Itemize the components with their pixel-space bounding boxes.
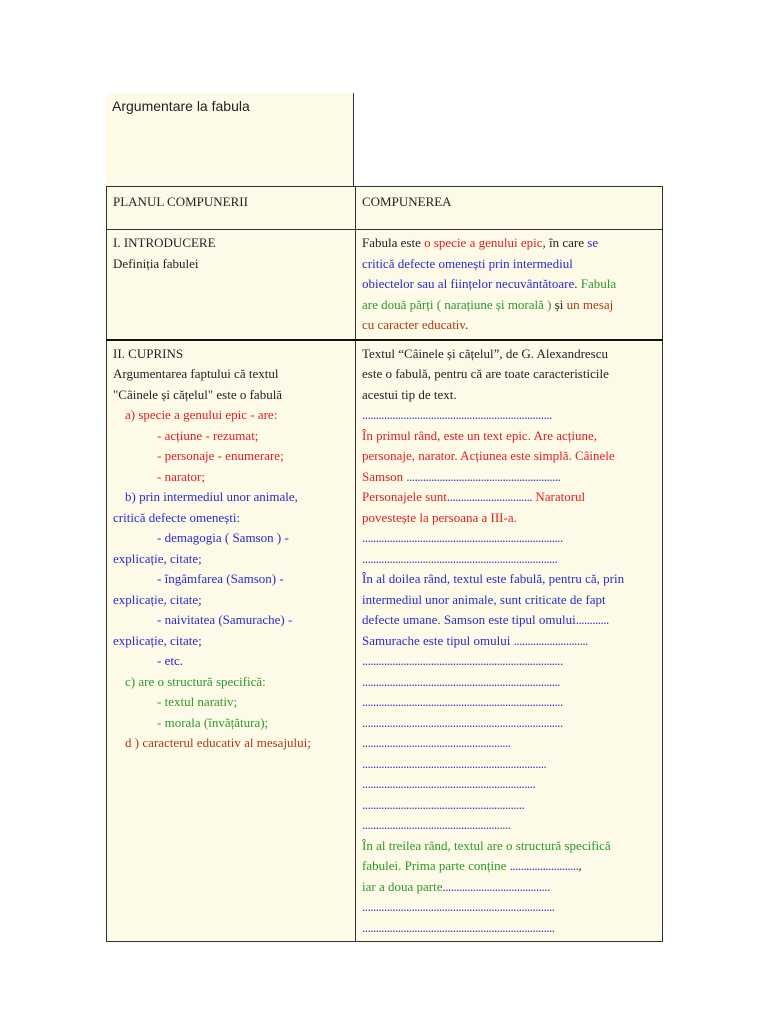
intro-compunere-line [362, 254, 656, 275]
header-plan: PLANUL COMPUNERII [107, 187, 356, 230]
text-segment: a) specie a genului epic - are: [125, 407, 278, 422]
text-segment: explicație, citate; [113, 591, 202, 607]
text-segment: - personaje - enumerare; [157, 448, 284, 463]
intro-plan-cell [107, 230, 356, 340]
cuprins-row [107, 340, 663, 942]
intro-compunere-line [362, 274, 656, 295]
fill-in-dots: ...................................................... [362, 735, 511, 750]
text-segment: se [587, 235, 599, 250]
cuprins-plan-line [113, 467, 349, 488]
title-cell [106, 93, 354, 186]
text-segment: . [465, 317, 469, 332]
cuprins-plan-line [113, 508, 349, 529]
cuprins-compunere-line [362, 795, 656, 816]
text-segment: - naivitatea (Samurache) - [157, 612, 293, 627]
text-segment: explicație, citate; [113, 550, 202, 566]
text-segment: o specie a genului epic [424, 235, 543, 250]
text-segment: obiectelor sau al ființelor necuvântătoare [362, 276, 575, 291]
cuprins-compunere-line [362, 631, 656, 652]
text-segment: "Câinele și cățelul" este o fabulă [113, 386, 283, 402]
cuprins-compunere-line [362, 713, 656, 734]
cuprins-compunere-line [362, 877, 656, 898]
text-segment: cu caracter educativ [362, 317, 466, 332]
text-segment: În al treilea rând, textul are o structură specifică [362, 837, 611, 853]
cuprins-compunere-line [362, 344, 656, 365]
text-segment: povestește la persoana a III-a. [362, 509, 517, 525]
cuprins-compunere-line [362, 651, 656, 672]
text-segment: iar a doua parte [362, 878, 443, 894]
fill-in-dots: ............ [575, 612, 609, 627]
text-segment: are două părți ( narațiune și morală ) [362, 296, 552, 312]
text-segment: - demagogia ( Samson ) - [157, 530, 289, 545]
text-segment: - textul narativ; [157, 694, 238, 709]
text-segment: c) are o structură specifică: [125, 673, 266, 689]
cuprins-plan-line [113, 569, 349, 590]
cuprins-plan-line [113, 672, 349, 693]
intro-compunere-cell [356, 230, 663, 340]
text-segment: Personajele sunt [362, 489, 447, 504]
cuprins-plan-line [113, 487, 349, 508]
cuprins-plan-cell [107, 340, 356, 942]
text-segment: - îngâmfarea (Samson) - [157, 571, 284, 586]
text-segment: Samurache este tipul omului [362, 632, 514, 648]
text-segment: , [578, 858, 582, 873]
text-segment: explicație, citate; [113, 632, 202, 648]
text-segment: . [574, 276, 581, 291]
cuprins-compunere-line [362, 774, 656, 795]
text-segment: Fabula [580, 276, 617, 291]
text-segment: - narator; [157, 468, 206, 484]
cuprins-compunere-line [362, 569, 656, 590]
intro-row [107, 230, 663, 340]
fill-in-dots: ....................................... [442, 878, 550, 894]
text-segment: - etc. [157, 653, 183, 668]
intro-plan-line: Definiția fabulei [113, 255, 199, 271]
intro-compunere-line [362, 233, 656, 254]
cuprins-plan-line [113, 446, 349, 467]
text-segment: Argumentarea faptului că textul [113, 366, 279, 381]
cuprins-compunere-line [362, 590, 656, 611]
intro-compunere-line [362, 315, 656, 336]
cuprins-compunere-line [362, 836, 656, 857]
intro-plan-line: I. INTRODUCERE [113, 235, 216, 250]
composition-table [106, 186, 663, 942]
document-title: Argumentare la fabula [112, 98, 250, 114]
header-compunere: COMPUNEREA [356, 187, 663, 230]
cuprins-plan-line [113, 364, 349, 385]
cuprins-compunere-line [362, 426, 656, 447]
cuprins-compunere-line [362, 754, 656, 775]
fill-in-dots: ....................................................................... [362, 550, 558, 566]
cuprins-plan-line [113, 713, 349, 734]
cuprins-plan-line [113, 528, 349, 549]
fill-in-dots: ...................................................................... [362, 899, 555, 914]
header-row [107, 187, 663, 230]
fill-in-dots: ...................................................................... [362, 919, 555, 935]
cuprins-plan-line [113, 344, 349, 365]
cuprins-compunere-line [362, 364, 656, 385]
text-segment: Textul “Câinele și cățelul”, de G. Alexandrescu [362, 345, 608, 361]
cuprins-compunere-line [362, 446, 656, 467]
fill-in-dots: ........................... [513, 632, 588, 648]
cuprins-plan-line [113, 651, 349, 672]
cuprins-plan-line [113, 405, 349, 426]
cuprins-plan-line [113, 549, 349, 570]
cuprins-compunere-line [362, 733, 656, 754]
fill-in-dots: ........................................................... [362, 796, 525, 812]
cuprins-compunere-line [362, 405, 656, 426]
cuprins-plan-line [113, 610, 349, 631]
text-segment: este o fabulă, pentru că are toate caracteristicile [362, 366, 609, 381]
cuprins-compunere-line [362, 692, 656, 713]
cuprins-compunere-line [362, 897, 656, 918]
text-segment: defecte umane. Samson este tipul omului [362, 612, 576, 627]
text-segment: II. CUPRINS [113, 345, 184, 361]
fill-in-dots: ................................................................... [362, 755, 547, 771]
cuprins-plan-line [113, 426, 349, 447]
fill-in-dots: ......................... [509, 858, 579, 873]
fill-in-dots: ..................................................................... [362, 407, 552, 422]
fill-in-dots: ........................................................ [406, 468, 561, 484]
text-segment: Samson [362, 468, 407, 484]
cuprins-compunere-line [362, 815, 656, 836]
cuprins-compunere-line [362, 528, 656, 549]
intro-compunere-line [362, 295, 656, 316]
fill-in-dots: ............................... [446, 489, 533, 504]
text-segment: critică defecte omenești: [113, 509, 241, 525]
fill-in-dots: ......................................................................... [362, 694, 563, 709]
cuprins-compunere-line [362, 385, 656, 406]
cuprins-compunere-cell [356, 340, 663, 942]
fill-in-dots: ......................................................................... [362, 530, 563, 545]
cuprins-compunere-line [362, 672, 656, 693]
text-segment: și [551, 296, 567, 312]
text-segment: critică defecte omenești prin intermediul [362, 255, 573, 271]
text-segment: fabulei. Prima parte conține [362, 858, 510, 873]
cuprins-plan-line [113, 385, 349, 406]
fill-in-dots: ......................................................................... [362, 653, 563, 668]
text-segment: acestui tip de text. [362, 386, 457, 402]
cuprins-plan-line [113, 692, 349, 713]
text-segment: - morala (învățătura); [157, 714, 269, 730]
text-segment: , în care [542, 235, 588, 250]
text-segment: În primul rând, este un text epic. Are acțiune, [362, 427, 598, 443]
fill-in-dots: ...................................................... [362, 817, 511, 832]
fill-in-dots: ............................................................... [362, 776, 536, 791]
cuprins-plan-line [113, 590, 349, 611]
cuprins-plan-line [113, 631, 349, 652]
fill-in-dots: ........................................................................ [362, 673, 560, 689]
cuprins-compunere-line [362, 549, 656, 570]
cuprins-compunere-line [362, 856, 656, 877]
text-segment: - acțiune - rezumat; [157, 427, 259, 443]
text-segment: d ) caracterul educativ al mesajului; [125, 735, 311, 750]
cuprins-compunere-line [362, 487, 656, 508]
text-segment: b) prin intermediul unor animale, [125, 489, 298, 504]
text-segment: un mesaj [566, 296, 614, 312]
text-segment: intermediul unor animale, sunt criticate de fapt [362, 591, 606, 607]
fill-in-dots: ......................................................................... [362, 714, 563, 730]
cuprins-compunere-line [362, 610, 656, 631]
cuprins-compunere-line [362, 918, 656, 939]
cuprins-plan-line [113, 733, 349, 754]
text-segment: În al doilea rând, textul este fabulă, pentru că, prin [362, 571, 625, 586]
text-segment: Fabula este [362, 235, 425, 250]
cuprins-compunere-line [362, 467, 656, 488]
text-segment: personaje, narator. Acțiunea este simplă. Câinele [362, 448, 615, 463]
text-segment: Naratorul [532, 489, 586, 504]
cuprins-compunere-line [362, 508, 656, 529]
